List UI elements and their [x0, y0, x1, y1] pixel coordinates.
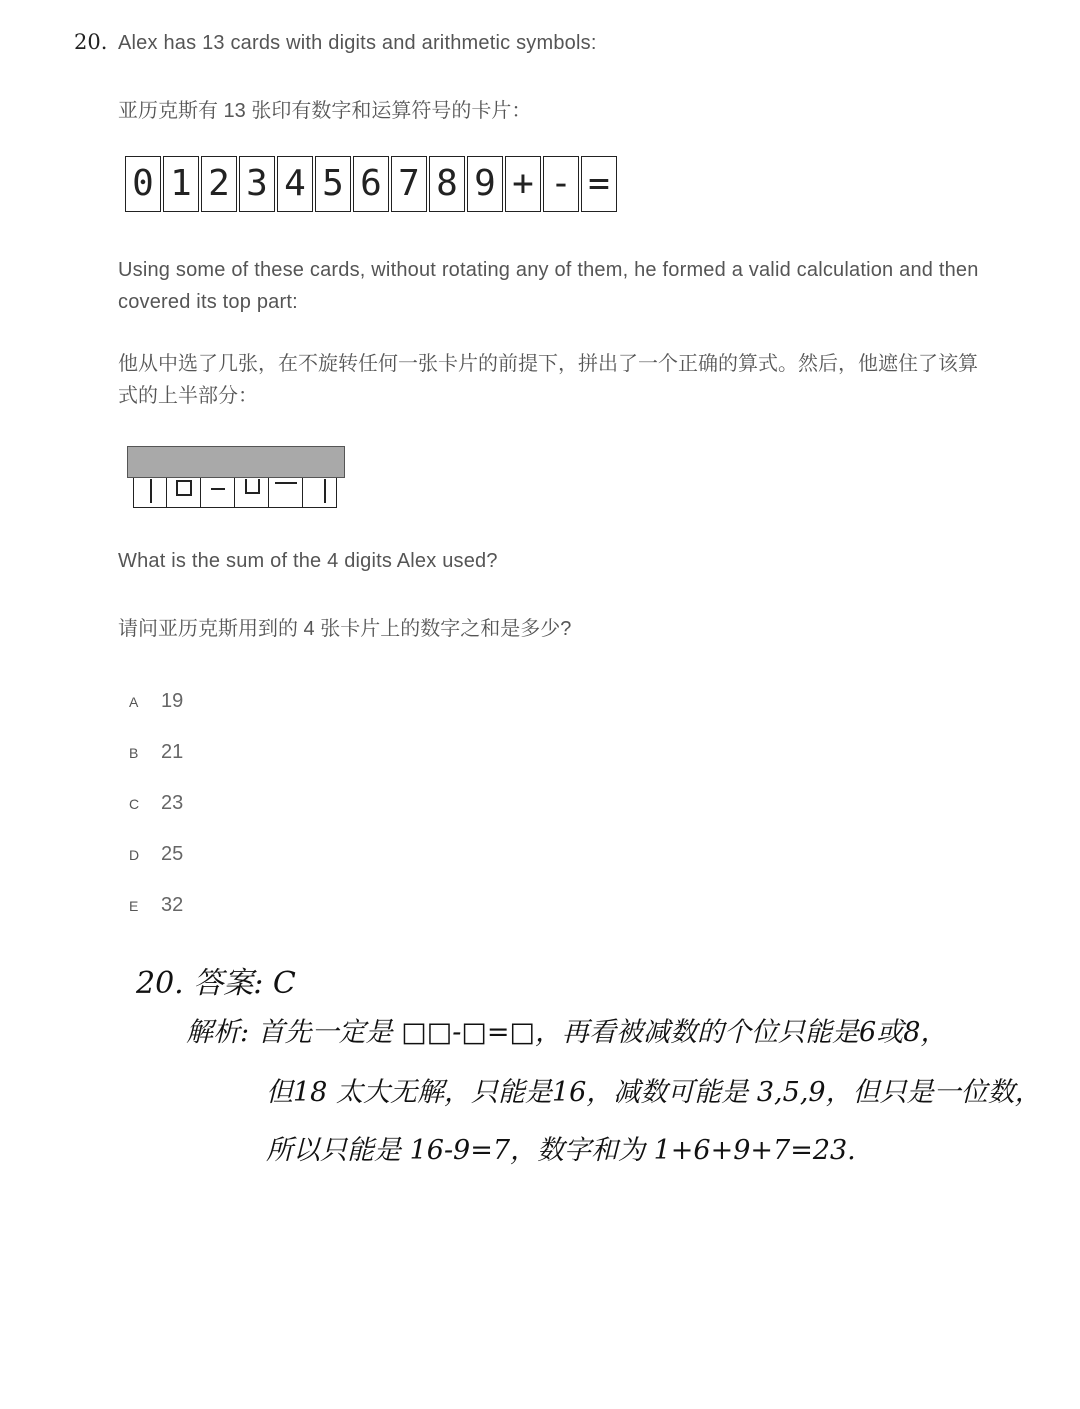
card: = — [581, 156, 617, 212]
option-letter: A — [129, 693, 139, 710]
card: 8 — [429, 156, 465, 212]
question-number: 20. — [74, 30, 108, 54]
card: 2 — [201, 156, 237, 212]
option-value: 21 — [161, 741, 184, 763]
card: 9 — [467, 156, 503, 212]
card: + — [505, 156, 541, 212]
card: 6 — [353, 156, 389, 212]
option-letter: C — [129, 795, 140, 812]
option-value: 19 — [161, 690, 184, 712]
handwritten-line: 所以只能是 16-9=7，数字和为 1+6+9+7=23. — [266, 1135, 856, 1166]
card: 5 — [315, 156, 351, 212]
intro-chinese: 亚历克斯有 13 张印有数字和运算符号的卡片： — [118, 100, 532, 122]
ask-chinese: 请问亚历克斯用到的 4 张卡片上的数字之和是多少? — [118, 618, 572, 640]
option-b[interactable] — [129, 741, 183, 764]
card: 7 — [391, 156, 427, 212]
covered-calculation-figure — [127, 446, 347, 512]
handwritten-line: 解析: 首先一定是 □□-□=□，再看被减数的个位只能是6或8， — [186, 1017, 948, 1048]
intro-english: Alex has 13 cards with digits and arithmetic symbols: — [118, 32, 597, 54]
option-letter: D — [129, 846, 140, 863]
option-c[interactable] — [129, 792, 183, 815]
option-value: 32 — [161, 894, 184, 916]
ask-english: What is the sum of the 4 digits Alex used? — [118, 550, 498, 572]
cover-bar — [127, 446, 345, 478]
option-letter: E — [129, 897, 139, 914]
option-value: 23 — [161, 792, 184, 814]
paragraph-english: Using some of these cards, without rotating any of them, he formed a valid calculation and then covered its top part: — [118, 259, 979, 313]
handwritten-line: 但18 太大无解，只能是16，减数可能是 3,5,9，但只是一位数， — [266, 1077, 1042, 1108]
option-a[interactable] — [129, 690, 183, 713]
option-letter: B — [129, 744, 139, 761]
card: 1 — [163, 156, 199, 212]
card: - — [543, 156, 579, 212]
digit-cards-row — [125, 156, 619, 212]
handwritten-answer: 20. 答案: C — [136, 966, 296, 1001]
card: 4 — [277, 156, 313, 212]
option-value: 25 — [161, 843, 184, 865]
option-e[interactable] — [129, 894, 183, 917]
card: 0 — [125, 156, 161, 212]
paragraph-chinese: 他从中选了几张，在不旋转任何一张卡片的前提下，拼出了一个正确的算式。然后，他遮住了该算 式的上半部分： — [118, 353, 978, 407]
option-d[interactable] — [129, 843, 183, 866]
card: 3 — [239, 156, 275, 212]
